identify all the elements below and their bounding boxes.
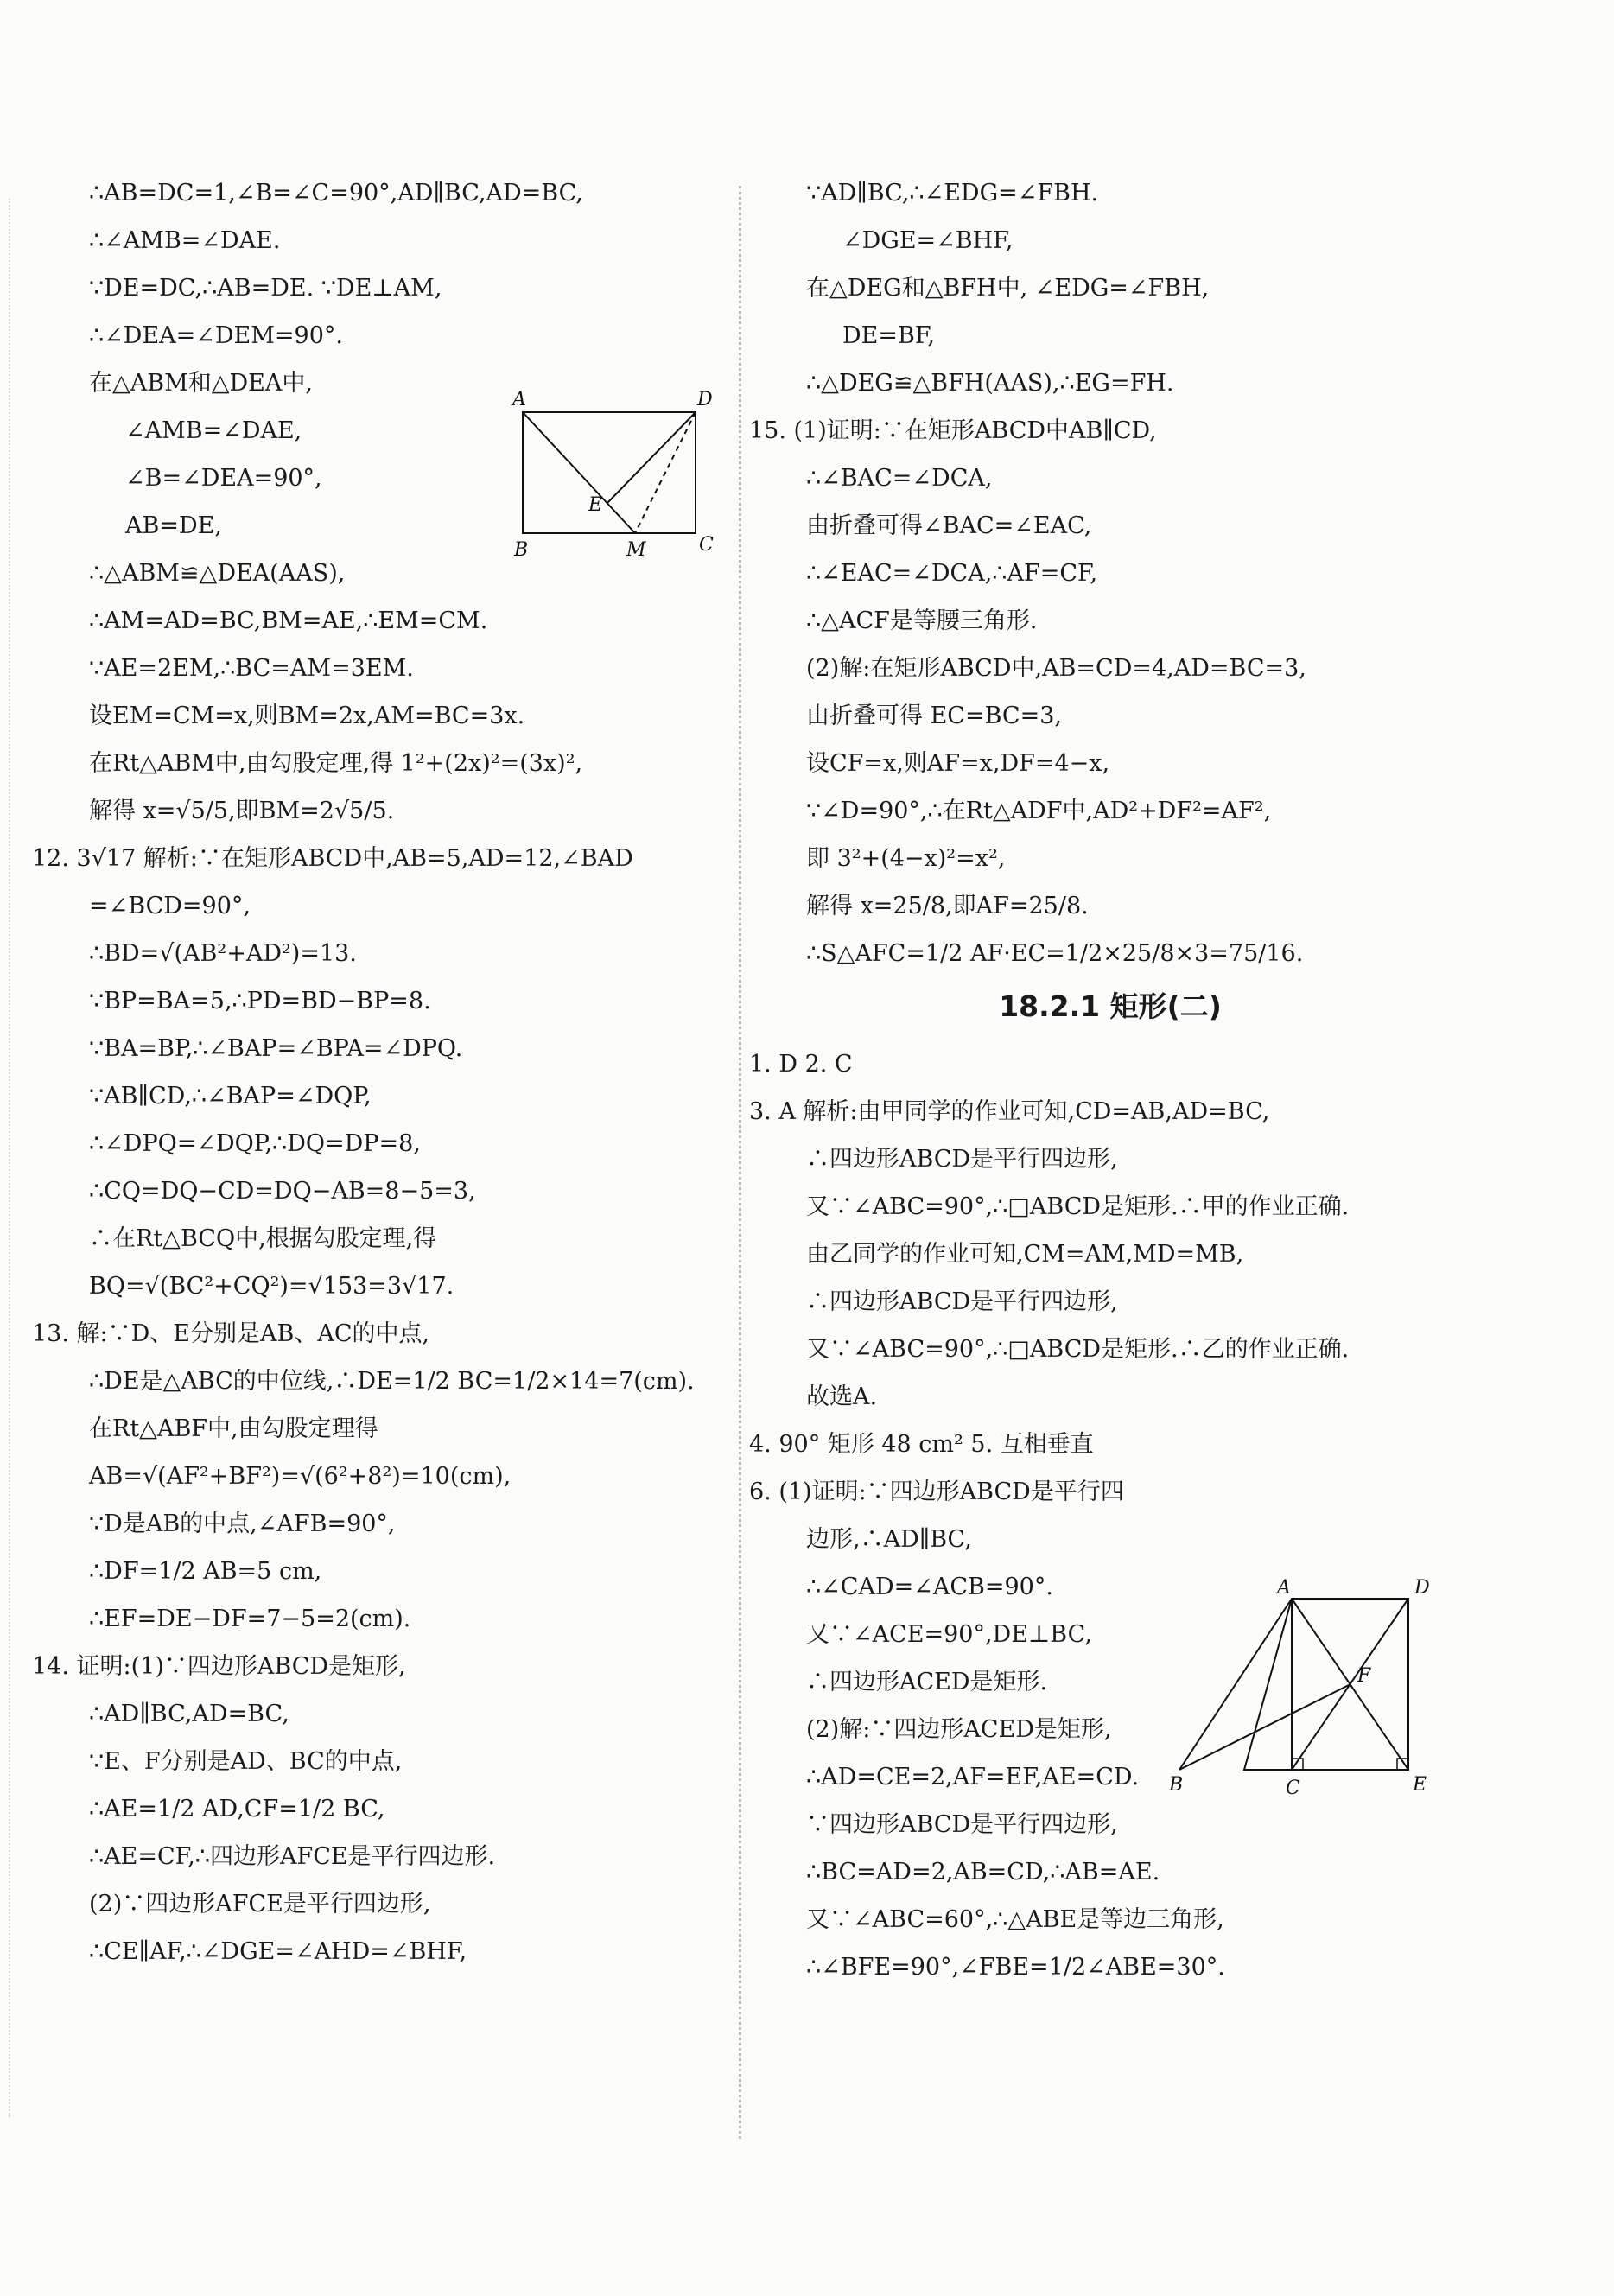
figure-parallelogram-aced (1169, 1577, 1447, 1822)
left-column-line: ∵D是AB的中点,∠AFB=90°, (89, 1511, 396, 1537)
right-column-b-line: ∴AD=CE=2,AF=EF,AE=CD. (806, 1764, 1140, 1790)
right-column-part-b (749, 1051, 1439, 1981)
fig2-label-b: B (1169, 1774, 1184, 1796)
left-column-line: AB=√(AF²+BF²)=√(6²+8²)=10(cm), (89, 1463, 512, 1490)
right-column-a-line: 由折叠可得 EC=BC=3, (806, 703, 1062, 729)
left-column-line: =∠BCD=90°, (89, 893, 251, 919)
left-column-line: ∴∠DEA=∠DEM=90°. (89, 322, 343, 349)
fig1-label-b: B (514, 539, 529, 561)
right-column-a-line: ∵∠D=90°,∴在Rt△ADF中,AD²+DF²=AF², (806, 798, 1272, 824)
fig2-label-a: A (1277, 1577, 1291, 1599)
fig1-label-m: M (626, 539, 646, 561)
right-column-a-line: 由折叠可得∠BAC=∠EAC, (806, 512, 1092, 539)
page-edge-dots (9, 199, 10, 2117)
left-column-line: ∵AB∥CD,∴∠BAP=∠DQP, (89, 1083, 372, 1110)
fig1-label-e: E (588, 494, 603, 516)
right-column-b-line: ∴∠BFE=90°,∠FBE=1/2∠ABE=30°. (806, 1954, 1225, 1981)
left-column-line: 解得 x=√5/5,即BM=2√5/5. (89, 798, 395, 824)
figure-2-svg (1169, 1577, 1447, 1819)
left-column-line: ∵BA=BP,∴∠BAP=∠BPA=∠DPQ. (89, 1035, 463, 1062)
left-column-line: AB=DE, (125, 512, 222, 539)
left-column-line: ∠AMB=∠DAE, (125, 417, 302, 444)
left-column-line: ∵E、F分别是AD、BC的中点, (89, 1748, 403, 1775)
left-column-line: ∴AE=1/2 AD,CF=1/2 BC, (89, 1796, 385, 1822)
right-column-a-line: ∴△ACF是等腰三角形. (806, 607, 1038, 634)
left-column-line: ∴AD∥BC,AD=BC, (89, 1701, 289, 1727)
left-column-line: ∴BD=√(AB²+AD²)=13. (89, 940, 357, 967)
left-column-line: ∴AE=CF,∴四边形AFCE是平行四边形. (89, 1843, 496, 1870)
right-column-a-line: 设CF=x,则AF=x,DF=4−x, (806, 750, 1110, 777)
fig2-label-d: D (1414, 1577, 1430, 1599)
right-column-a-line: 解得 x=25/8,即AF=25/8. (806, 893, 1089, 919)
right-column-b-line: 又∵∠ABC=60°,∴△ABE是等边三角形, (806, 1906, 1224, 1933)
left-column-line: 12. 3√17 解析:∵在矩形ABCD中,AB=5,AD=12,∠BAD (32, 845, 633, 872)
left-column-line: ∴AM=AD=BC,BM=AE,∴EM=CM. (89, 607, 488, 634)
left-column-line: ∵DE=DC,∴AB=DE. ∵DE⊥AM, (89, 275, 442, 302)
fig2-label-c: C (1286, 1778, 1300, 1799)
fig2-label-e: E (1413, 1774, 1427, 1796)
right-column-b-line: ∴BC=AD=2,AB=CD,∴AB=AE. (806, 1859, 1160, 1886)
right-column-b-line: 3. A 解析:由甲同学的作业可知,CD=AB,AD=BC, (749, 1098, 1270, 1125)
right-column-a-line: ∴∠EAC=∠DCA,∴AF=CF, (806, 560, 1098, 587)
right-column-a-line: 15. (1)证明:∵在矩形ABCD中AB∥CD, (749, 417, 1157, 444)
right-column-b-line: (2)解:∵四边形ACED是矩形, (806, 1716, 1112, 1743)
right-column-a-line: DE=BF, (842, 322, 935, 349)
right-column-b-line: 1. D 2. C (749, 1051, 853, 1078)
left-column-line: ∴∠DPQ=∠DQP,∴DQ=DP=8, (89, 1130, 421, 1157)
left-column-line: BQ=√(BC²+CQ²)=√153=3√17. (89, 1273, 454, 1300)
right-column-b-line: 故选A. (806, 1383, 878, 1410)
left-column-line: ∴CE∥AF,∴∠DGE=∠AHD=∠BHF, (89, 1938, 467, 1965)
right-column-b-line: ∵四边形ABCD是平行四边形, (806, 1811, 1118, 1838)
left-column-line: 在Rt△ABM中,由勾股定理,得 1²+(2x)²=(3x)², (89, 750, 583, 777)
left-column-line: ∴DE是△ABC的中位线,∴DE=1/2 BC=1/2×14=7(cm). (89, 1368, 695, 1395)
right-column-a-line: ∴∠BAC=∠DCA, (806, 465, 993, 492)
right-column-b-line: 边形,∴AD∥BC, (806, 1526, 972, 1553)
section-title: 18.2.1 矩形(二) (999, 989, 1222, 1023)
left-column-line: 设EM=CM=x,则BM=2x,AM=BC=3x. (89, 703, 525, 729)
right-column-a-line: 在△DEG和△BFH中, ∠EDG=∠FBH, (806, 275, 1210, 302)
left-column-line: ∴△ABM≌△DEA(AAS), (89, 560, 346, 587)
left-column-line: ∵AE=2EM,∴BC=AM=3EM. (89, 655, 414, 682)
right-column-b-line: ∴四边形ABCD是平行四边形, (806, 1288, 1118, 1315)
fig1-label-a: A (512, 389, 526, 410)
right-column-a-line: ∵AD∥BC,∴∠EDG=∠FBH. (806, 180, 1099, 207)
right-column-b-line: ∴四边形ACED是矩形. (806, 1669, 1048, 1695)
right-column-b-line: 6. (1)证明:∵四边形ABCD是平行四 (749, 1479, 1124, 1505)
left-column-line: ∴CQ=DQ−CD=DQ−AB=8−5=3, (89, 1178, 476, 1205)
fig1-label-c: C (699, 534, 714, 556)
right-column-b-line: ∴四边形ABCD是平行四边形, (806, 1146, 1118, 1173)
left-column-line: ∠B=∠DEA=90°, (125, 465, 322, 492)
left-column-line: (2)∵四边形AFCE是平行四边形, (89, 1891, 431, 1918)
figure-1-svg (505, 385, 713, 562)
left-column-line: ∴EF=DE−DF=7−5=2(cm). (89, 1606, 411, 1632)
right-column-b-line: 由乙同学的作业可知,CM=AM,MD=MB, (806, 1241, 1244, 1268)
left-column-line: ∴DF=1/2 AB=5 cm, (89, 1558, 322, 1585)
right-column-a-line: ∴S△AFC=1/2 AF·EC=1/2×25/8×3=75/16. (806, 940, 1304, 967)
left-column-line: ∴在Rt△BCQ中,根据勾股定理,得 (89, 1225, 437, 1252)
right-column-a-line: (2)解:在矩形ABCD中,AB=CD=4,AD=BC=3, (806, 655, 1306, 682)
left-column-line: 在△ABM和△DEA中, (89, 370, 313, 397)
right-column-b-line: ∴∠CAD=∠ACB=90°. (806, 1574, 1053, 1600)
left-column-line: 13. 解:∵D、E分别是AB、AC的中点, (32, 1320, 430, 1347)
fig1-label-d: D (697, 389, 713, 410)
left-column-line: ∴AB=DC=1,∠B=∠C=90°,AD∥BC,AD=BC, (89, 180, 583, 207)
right-column-b-line: 4. 90° 矩形 48 cm² 5. 互相垂直 (749, 1431, 1094, 1458)
right-column-a-line: 即 3²+(4−x)²=x², (806, 845, 1006, 872)
right-column-b-line: 又∵∠ABC=90°,∴□ABCD是矩形.∴甲的作业正确. (806, 1193, 1350, 1220)
right-column-a-line: ∠DGE=∠BHF, (842, 227, 1014, 254)
right-column-a-line: ∴△DEG≌△BFH(AAS),∴EG=FH. (806, 370, 1174, 397)
fig2-label-f: F (1357, 1665, 1371, 1687)
left-column-line: 14. 证明:(1)∵四边形ABCD是矩形, (32, 1653, 406, 1680)
left-column-line: ∵BP=BA=5,∴PD=BD−BP=8. (89, 988, 431, 1014)
right-column-b-line: 又∵∠ACE=90°,DE⊥BC, (806, 1621, 1092, 1648)
left-column-line: ∴∠AMB=∠DAE. (89, 227, 281, 254)
left-column-line: 在Rt△ABF中,由勾股定理得 (89, 1415, 378, 1442)
right-column-part-a (749, 180, 1439, 967)
column-divider (739, 186, 741, 2139)
figure-rectangle-abcd-m (505, 385, 713, 565)
right-column-b-line: 又∵∠ABC=90°,∴□ABCD是矩形.∴乙的作业正确. (806, 1336, 1350, 1363)
